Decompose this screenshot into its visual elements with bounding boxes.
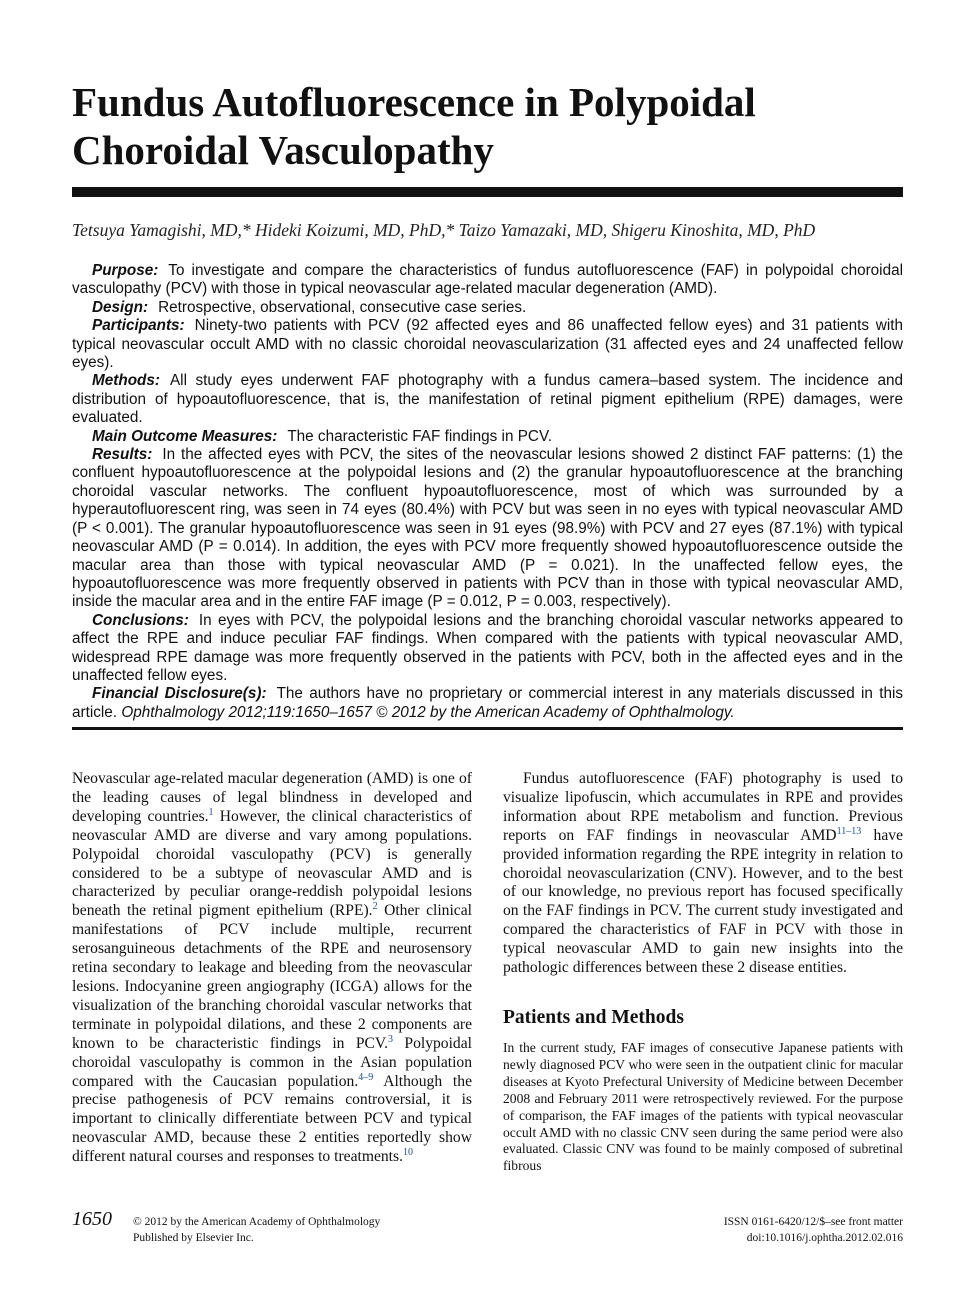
abstract-disclosure — [72, 685, 903, 722]
footer-issn: ISSN 0161-6420/12/$–see front matter — [723, 1216, 903, 1228]
disclosure-text: The authors have no proprietary or commercial interest in any materials discussed in this article. — [72, 685, 903, 721]
title-divider — [72, 187, 903, 197]
outcome-text: The characteristic FAF findings in PCV. — [287, 427, 553, 445]
article-title: Fundus Autofluorescence in Polypoidal Choroidal Vasculopathy — [72, 79, 756, 173]
methods-label: Methods: — [92, 372, 160, 390]
abstract-outcome — [72, 428, 903, 446]
purpose-label: Purpose: — [92, 262, 159, 279]
author-list: Tetsuya Yamagishi, MD,* Hideki Koizumi, MD, PhD,* Taizo Yamazaki, MD, Shigeru Kinoshita, MD, PhD — [72, 220, 816, 240]
reference-link[interactable]: 11–13 — [836, 825, 862, 837]
participants-text: Ninety-two patients with PCV (92 affected eyes and 86 unaffected fellow eyes) and 31 patients with typical neovascular occult AMD with no classic choroidal neovascularization (31 affected eyes and 24 unaffected fellow eyes). — [72, 317, 903, 372]
abstract-design — [72, 299, 903, 317]
footer-copyright: © 2012 by the American Academy of Ophthalmology — [133, 1216, 381, 1228]
faf-text: Fundus autofluorescence (FAF) photography is used to visualize lipofuscin, which accumulates in RPE and provides information about RPE metabolism and function. Previous reports on FAF findings in neovascular AMD — [503, 770, 903, 844]
disclosure-label: Financial Disclosure(s): — [92, 685, 267, 703]
footer-publisher-info — [133, 1214, 380, 1246]
methods-paragraph: In the current study, FAF images of consecutive Japanese patients with newly diagnosed PCV who were seen in the outpatient clinic for macular diseases at Kyoto Prefectural University of Medicine between December 2008 and February 2011 were retrospectively reviewed. For the purpose of comparison, the FAF images of the patients with typical neovascular occult AMD with no classic CNV seen during the same period were also evaluated. Classic CNV was found to be mainly composed of subretinal fibrous — [503, 1039, 903, 1174]
footer-identifiers — [724, 1214, 903, 1246]
footer-publisher: Published by Elsevier Inc. — [133, 1232, 254, 1244]
outcome-label: Main Outcome Measures: — [92, 427, 278, 445]
abstract-divider — [72, 727, 903, 730]
intro-text: Other clinical manifestations of PCV include multiple, recurrent serosanguineous detachments of the RPE and neurosensory retina secondary to leakage and bleeding from the neovascular lesions. Indocyanine green angiography (ICGA) allows for the visualization of the branching choroidal vascular networks that terminate in polypoidal dilations, and these 2 components are known to be characteristic findings in PCV. — [72, 902, 472, 1052]
purpose-text: To investigate and compare the characteristics of fundus autofluorescence (FAF) in polypoidal choroidal vasculopathy (PCV) with those in typical neovascular age-related macular degeneration (AMD). — [72, 262, 903, 298]
intro-text: Neovascular age-related macular degeneration (AMD) is one of the leading causes of legal blindness in developed and developing countries. — [72, 770, 472, 825]
abstract-results — [72, 446, 903, 612]
reference-link[interactable]: 10 — [402, 1146, 413, 1158]
methods-text: All study eyes underwent FAF photography with a fundus camera–based system. The incidence and distribution of hypoautofluorescence, that is, the manifestation of retinal pigment epithelium (RPE) damages, were evaluated. — [72, 372, 903, 427]
body-column-right — [503, 770, 903, 1175]
conclusions-label: Conclusions: — [92, 611, 189, 629]
reference-link[interactable]: 2 — [372, 901, 378, 913]
intro-paragraph — [72, 770, 472, 1167]
reference-link[interactable]: 4–9 — [358, 1071, 374, 1083]
reference-link[interactable]: 1 — [208, 806, 214, 818]
design-text: Retrospective, observational, consecutive case series. — [158, 298, 527, 316]
abstract — [72, 262, 903, 722]
abstract-methods — [72, 372, 903, 427]
journal-citation: Ophthalmology 2012;119:1650–1657 © 2012 by the American Academy of Ophthalmology. — [121, 703, 735, 721]
intro-text: Although the precise pathogenesis of PCV remains controversial, it is important to clinically differentiate between PCV and typical neovascular AMD, because these 2 entities reportedly show different natural courses and responses to treatments. — [72, 1072, 472, 1166]
intro-text: Polypoidal choroidal vasculopathy is common in the Asian population compared with the Caucasian population. — [72, 1034, 472, 1090]
section-heading: Patients and Methods — [503, 1006, 684, 1028]
abstract-conclusions — [72, 612, 903, 686]
faf-text: have provided information regarding the RPE integrity in relation to choroidal neovascularization (CNV). However, and to the best of our knowledge, no previous report has focused specifically on the FAF findings in PCV. The current study investigated and compared the characteristics of FAF in PCV with those in typical neovascular AMD to gain new insights into the pathologic differences between these 2 disease entities. — [503, 826, 903, 977]
footer-doi[interactable]: doi:10.1016/j.ophtha.2012.02.016 — [746, 1232, 903, 1244]
intro-text: However, the clinical characteristics of neovascular AMD are diverse and vary among populations. Polypoidal choroidal vasculopathy (PCV) is generally considered to be a subtype of neovascular AMD and is characterized by peculiar orange-reddish polypoidal lesions beneath the retinal pigment epithelium (RPE). — [72, 807, 473, 920]
page-number: 1650 — [72, 1208, 112, 1230]
abstract-purpose — [72, 262, 903, 299]
abstract-participants — [72, 317, 903, 372]
design-label: Design: — [92, 298, 149, 316]
body-column-left — [72, 770, 472, 1167]
conclusions-text: In eyes with PCV, the polypoidal lesions and the branching choroidal vascular networks appeared to affect the RPE and induce peculiar FAF findings. When compared with the patients with typical neovascular AMD, widespread RPE damage was more frequently observed in the patients with PCV, both in the affected eyes and in the unaffected fellow eyes. — [72, 611, 903, 684]
results-label: Results: — [92, 446, 153, 464]
reference-link[interactable]: 3 — [388, 1033, 394, 1045]
participants-label: Participants: — [92, 317, 185, 335]
results-text: In the affected eyes with PCV, the sites of the neovascular lesions showed 2 distinct FAF patterns: (1) the confluent hypoautofluorescence at the polypoidal lesions and (2) the granular hypoautofluorescence at the branching choroidal vascular networks. The confluent hypoautofluorescence, most of which was surrounded by a hyperautofluorescent ring, was seen in 74 eyes (80.4%) with PCV but was seen in no eyes with typical neovascular AMD (P < 0.001). The granular hypoautofluorescence was seen in 91 eyes (98.9%) with PCV and 27 eyes (87.1%) with typical neovascular AMD (P = 0.014). In addition, the eyes with PCV more frequently showed hypoautofluorescence outside the macular area than those with typical neovascular AMD (P = 0.021). In the unaffected fellow eyes, the hypoautofluorescence was more frequently observed in patients with PCV than in those with typical neovascular AMD, inside the macular area and in the entire FAF image (P = 0.012, P = 0.003, respectively). — [72, 446, 903, 611]
faf-paragraph — [503, 770, 903, 978]
